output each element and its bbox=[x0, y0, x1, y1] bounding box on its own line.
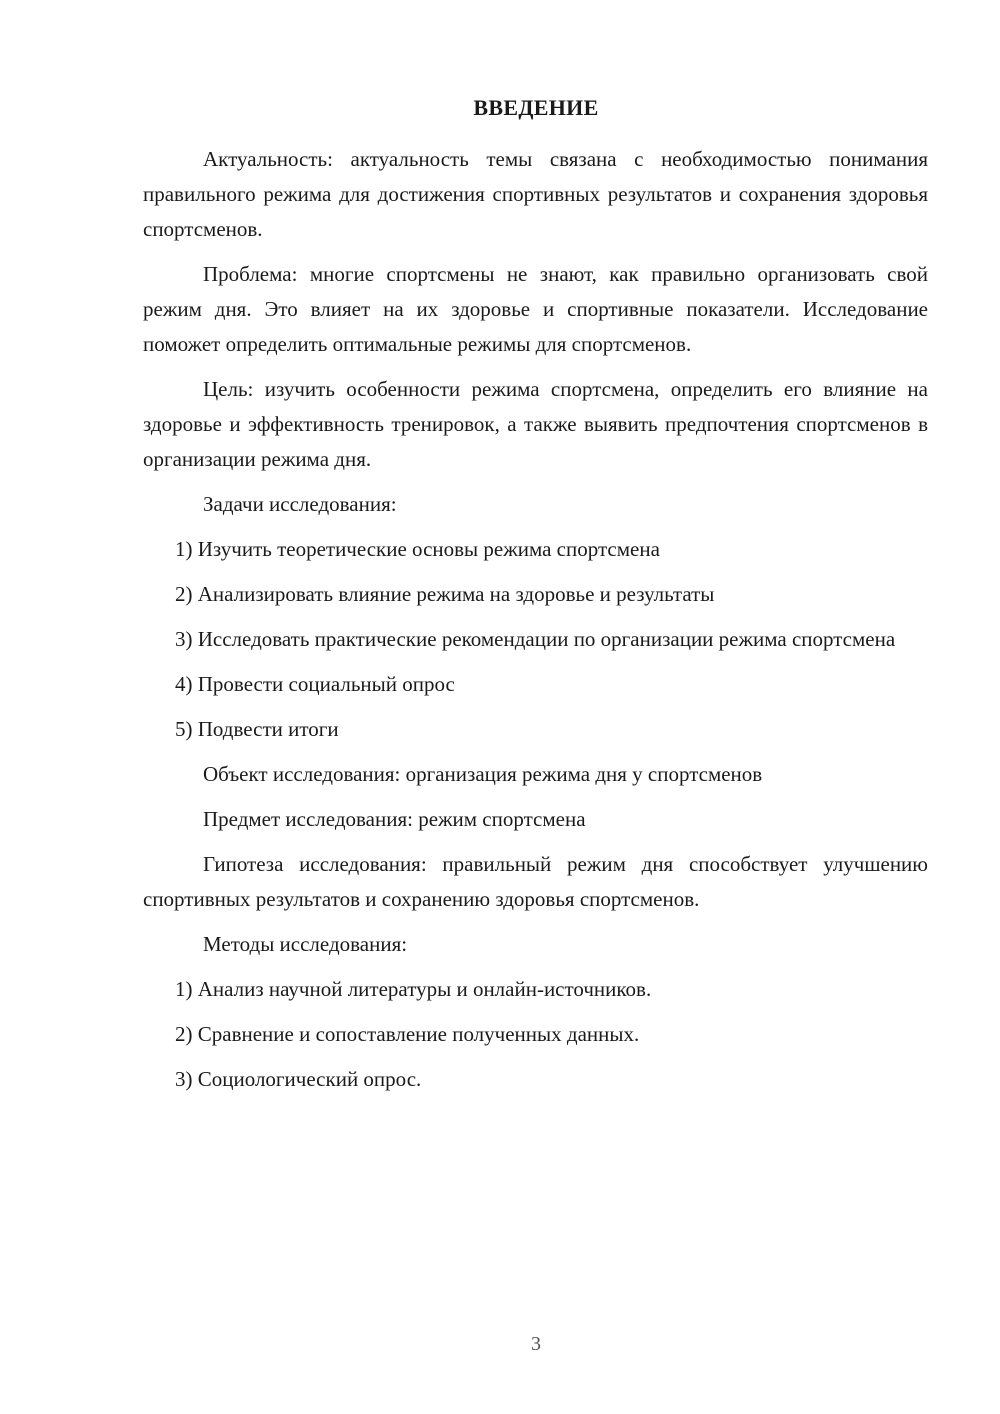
list-item-task-3: 3) Исследовать практические рекомендации по организации режима спортсмена bbox=[175, 627, 896, 651]
list-item-method-1: 1) Анализ научной литературы и онлайн-источников. bbox=[175, 977, 652, 1001]
paragraph-goal: Цель: изучить особенности режима спортсмена, определить его влияние на здоровье и эффективность тренировок, а также выявить предпочтения спортсменов в организации режима дня. bbox=[143, 377, 928, 471]
list-item-task-1: 1) Изучить теоретические основы режима спортсмена bbox=[175, 537, 660, 561]
paragraph-problem: Проблема: многие спортсмены не знают, как правильно организовать свой режим дня. Это влияет на их здоровье и спортивные показатели. Исследование поможет определить оптимальные режимы для спортсменов. bbox=[143, 262, 928, 356]
paragraph-hypothesis: Гипотеза исследования: правильный режим дня способствует улучшению спортивных результатов и сохранению здоровья спортсменов. bbox=[143, 852, 928, 911]
list-item-task-5: 5) Подвести итоги bbox=[175, 717, 339, 741]
paragraph-relevance: Актуальность: актуальность темы связана с необходимостью понимания правильного режима для достижения спортивных результатов и сохранения здоровья спортсменов. bbox=[143, 147, 928, 241]
document-body bbox=[143, 142, 928, 1107]
paragraph-methods-heading: Методы исследования: bbox=[203, 932, 408, 956]
page-title: ВВЕДЕНИЕ bbox=[473, 95, 599, 120]
page-number: 3 bbox=[531, 1333, 541, 1355]
list-item-task-4: 4) Провести социальный опрос bbox=[175, 672, 455, 696]
list-item-task-2: 2) Анализировать влияние режима на здоровье и результаты bbox=[175, 582, 715, 606]
list-item-method-3: 3) Социологический опрос. bbox=[175, 1067, 422, 1091]
list-item-method-2: 2) Сравнение и сопоставление полученных данных. bbox=[175, 1022, 640, 1046]
paragraph-object: Объект исследования: организация режима дня у спортсменов bbox=[203, 762, 763, 786]
paragraph-subject: Предмет исследования: режим спортсмена bbox=[203, 807, 586, 831]
paragraph-tasks-heading: Задачи исследования: bbox=[203, 492, 397, 516]
